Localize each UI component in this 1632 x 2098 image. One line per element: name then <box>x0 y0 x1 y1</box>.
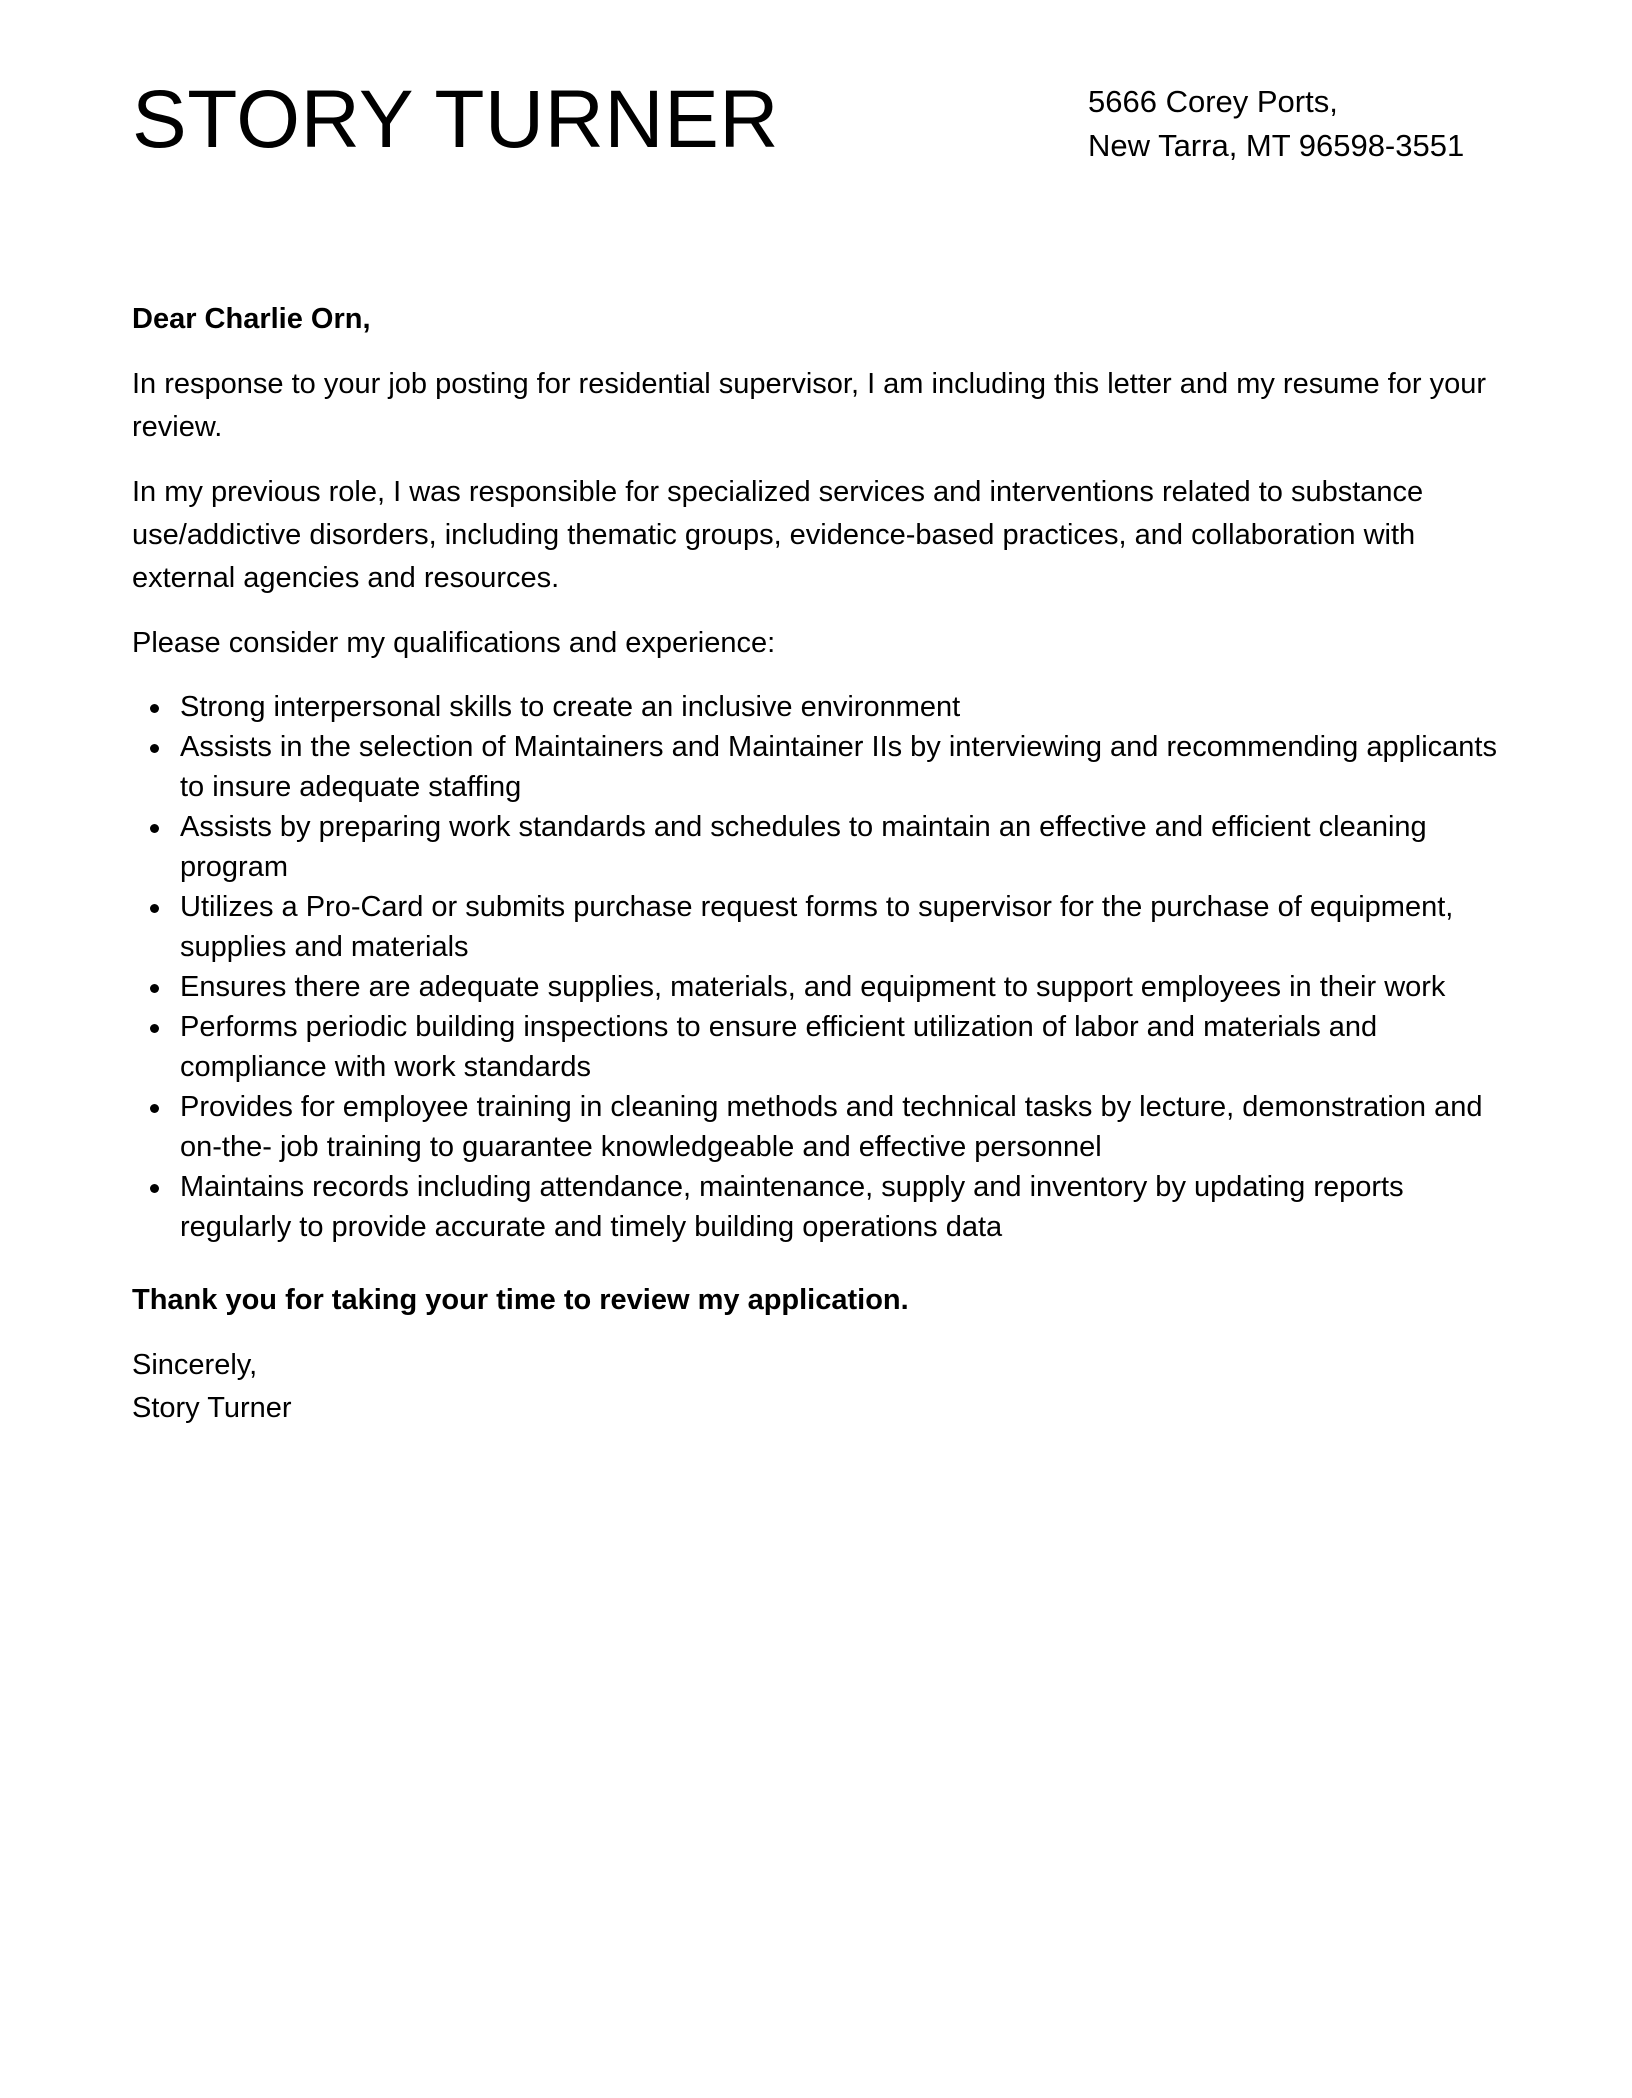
thank-you-line: Thank you for taking your time to review my application. <box>132 1284 909 1316</box>
qualification-item <box>132 967 1502 1007</box>
closing-phrase: Sincerely, <box>132 1349 258 1381</box>
bullet-icon <box>150 1024 159 1033</box>
address-line-2: New Tarra, MT 96598-3551 <box>1088 128 1465 163</box>
qualification-item <box>132 1167 1502 1247</box>
qualification-item <box>132 807 1502 887</box>
closing-block <box>132 1344 1502 1430</box>
address-line-1: 5666 Corey Ports, <box>1088 84 1338 119</box>
bullet-icon <box>150 984 159 993</box>
intro-paragraph: In response to your job posting for residential supervisor, I am including this letter and my resume for your review. <box>132 368 1486 443</box>
qualification-text: Performs periodic building inspections to ensure efficient utilization of labor and materials and compliance with work standards <box>180 1011 1378 1083</box>
qualification-text: Strong interpersonal skills to create an inclusive environment <box>180 691 961 723</box>
applicant-address <box>1088 80 1464 168</box>
letter-body <box>132 298 1502 1430</box>
salutation: Dear Charlie Orn, <box>132 303 371 335</box>
qualifications-list <box>132 687 1502 1247</box>
qualifications-intro: Please consider my qualifications and experience: <box>132 627 776 659</box>
signature-name: Story Turner <box>132 1392 292 1424</box>
bullet-icon <box>150 904 159 913</box>
bullet-icon <box>150 824 159 833</box>
bullet-icon <box>150 744 159 753</box>
bullet-icon <box>150 1104 159 1113</box>
applicant-name: STORY TURNER <box>132 74 779 165</box>
bullet-icon <box>150 1184 159 1193</box>
qualification-item <box>132 1007 1502 1087</box>
qualification-text: Assists in the selection of Maintainers and Maintainer IIs by interviewing and recommending applicants to insure adequate staffing <box>180 731 1497 803</box>
qualification-text: Assists by preparing work standards and schedules to maintain an effective and efficient cleaning program <box>180 811 1427 883</box>
qualification-item <box>132 887 1502 967</box>
bullet-icon <box>150 704 159 713</box>
qualification-text: Utilizes a Pro-Card or submits purchase request forms to supervisor for the purchase of equipment, supplies and materials <box>180 891 1454 963</box>
qualification-item <box>132 687 1502 727</box>
qualification-item <box>132 727 1502 807</box>
qualification-text: Ensures there are adequate supplies, materials, and equipment to support employees in their work <box>180 971 1446 1003</box>
experience-paragraph: In my previous role, I was responsible for specialized services and interventions related to substance use/addictive disorders, including thematic groups, evidence-based practices, and collaboration with external agencies and resources. <box>132 476 1424 594</box>
qualification-item <box>132 1087 1502 1167</box>
qualification-text: Provides for employee training in cleaning methods and technical tasks by lecture, demonstration and on-the- job training to guarantee knowledgeable and effective personnel <box>180 1091 1483 1163</box>
qualification-text: Maintains records including attendance, maintenance, supply and inventory by updating reports regularly to provide accurate and timely building operations data <box>180 1171 1404 1243</box>
